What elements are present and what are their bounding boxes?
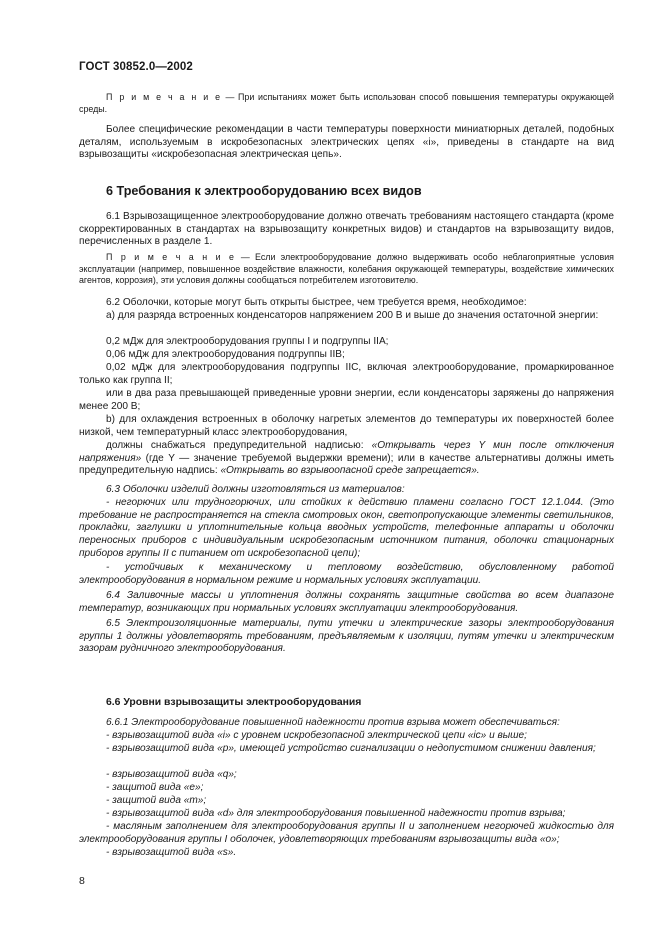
note-2 [79, 252, 614, 287]
section-6-title: 6 Требования к электрооборудованию всех видов [106, 184, 422, 198]
note-1 [79, 92, 614, 115]
note-text: — При испытаниях может быть использован способ повышения температуры окружающей среды. [79, 92, 614, 114]
paragraph-6-2-warning [79, 440, 614, 478]
document-header: ГОСТ 30852.0—2002 [79, 61, 193, 73]
list-item: - защитой вида «т»; [106, 795, 207, 806]
paragraph-6-3: 6.3 Оболочки изделий должны изготовляться из материалов: [106, 484, 405, 495]
list-item: - взрывозащитой вида «d» для электрооборудования повышенной надежности против взрыва; [106, 808, 566, 819]
list-item: - взрывозащитой вида «q»; [106, 769, 237, 780]
list-item: - взрывозащитой вида «р», имеющей устройство сигнализации о недопустимом снижении давления; [106, 743, 596, 754]
paragraph-6-2-b: b) для охлаждения встроенных в оболочку нагретых элементов до температуры их поверхностей более низкой, чем температурный класс электрооборудования, [79, 414, 614, 438]
note-text: — Если электрооборудование должно выдерживать особо неблагоприятные условия эксплуатации (например, повышенное воздействие влажности, колебания окружающей температуры, воздействие химических агентов, коррозия), эти условия должны сообщаться потребителем изготовителю. [79, 252, 614, 286]
list-item: - защитой вида «е»; [106, 782, 204, 793]
section-6-6-title: 6.6 Уровни взрывозащиты электрооборудования [106, 697, 362, 708]
paragraph-6-2-a-4: или в два раза превышающей приведенные уровни энергии, если конденсаторы заряжены до напряжения менее 200 В; [79, 388, 614, 412]
paragraph-6-2-a-3: 0,02 мДж для электрооборудования подгруппы IIC, включая электрооборудование, промаркированное только как группа II; [79, 362, 614, 386]
warning-intro: должны снабжаться предупредительной надписью: [106, 440, 372, 451]
note-label: П р и м е ч а н и е [106, 252, 236, 262]
warning-text-2: «Открывать во взрывоопасной среде запрещается». [220, 465, 480, 477]
paragraph-6-3-2: - устойчивых к механическому и тепловому воздействию, обусловленному работой электрооборудования в нормальном режиме и нормальных условиях эксплуатации. [79, 562, 614, 586]
list-item: - взрывозащитой вида «i» с уровнем искробезопасной электрической цепи «ic» и выше; [106, 730, 527, 741]
paragraph-6-2-a: а) для разряда встроенных конденсаторов напряжением 200 В и выше до значения остаточной энергии: [106, 310, 599, 321]
paragraph-6-5: 6.5 Электроизоляционные материалы, пути утечки и электрические зазоры электрооборудования группы 1 должны удовлетворять требованиям, предъявляемым к изоляции, путям утечки и электрическим зазорам рудничного электрооборудования. [79, 618, 614, 655]
list-item: - взрывозащитой вида «s». [106, 847, 237, 858]
page-number: 8 [79, 875, 85, 887]
list-item: - масляным заполнением для электрооборудования группы II и заполнением негорючей жидкостью для электрооборудования группы I оболочек, удовлетворяющих требованиям взрывозащиты вида «о»; [79, 821, 614, 845]
paragraph-6-6-1: 6.6.1 Электрооборудование повышенной надежности против взрыва может обеспечиваться: [106, 717, 560, 728]
paragraph-6-2-a-2: 0,06 мДж для электрооборудования подгруппы IIB; [106, 349, 345, 360]
warning-middle: (где Y — значение требуемой выдержки времени); или в качестве альтернативы должны иметь предупредительную надпись: [79, 452, 614, 477]
paragraph-6-2-a-1: 0,2 мДж для электрооборудования группы I и подгруппы IIA; [106, 336, 389, 347]
paragraph-6-3-1: - негорючих или трудногорючих, или стойких к действию пламени согласно ГОСТ 12.1.044. (Это требование не распространяется на стекла смотровых окон, светопропускающие элементы светильников, прокладки, заглушки и уплотнительные кольца вводных устройств, телефонные аппараты и оболочки переносных приборов с индивидуальным искробезопасным источником питания, оболочки стационарных приборов группы II с питанием от искробезопасной цепи); [79, 497, 614, 559]
paragraph-6-2: 6.2 Оболочки, которые могут быть открыты быстрее, чем требуется время, необходимое: [106, 297, 527, 308]
paragraph-6-1: 6.1 Взрывозащищенное электрооборудование должно отвечать требованиям настоящего стандарта (кроме скорректированных в стандартах на взрывозащиту конкретных видов) и стандартов на взрывозащиту видов, перечисленных в разделе 1. [79, 211, 614, 248]
warning-text-1: «Открывать через Y мин после отключения напряжения» [79, 440, 614, 464]
note-label: П р и м е ч а н и е [106, 92, 222, 102]
paragraph-specific-recommendations: Более специфические рекомендации в части температуры поверхности миниатюрных деталей, подобных деталям, используемым в искробезопасных электрических цепях «i», приведены в стандарте на вид взрывозащиты «искробезопасная электрическая цепь». [79, 124, 614, 161]
paragraph-6-4: 6.4 Заливочные массы и уплотнения должны сохранять защитные свойства во всем диапазоне температур, возникающих при нормальных условиях эксплуатации электрооборудования. [79, 590, 614, 614]
